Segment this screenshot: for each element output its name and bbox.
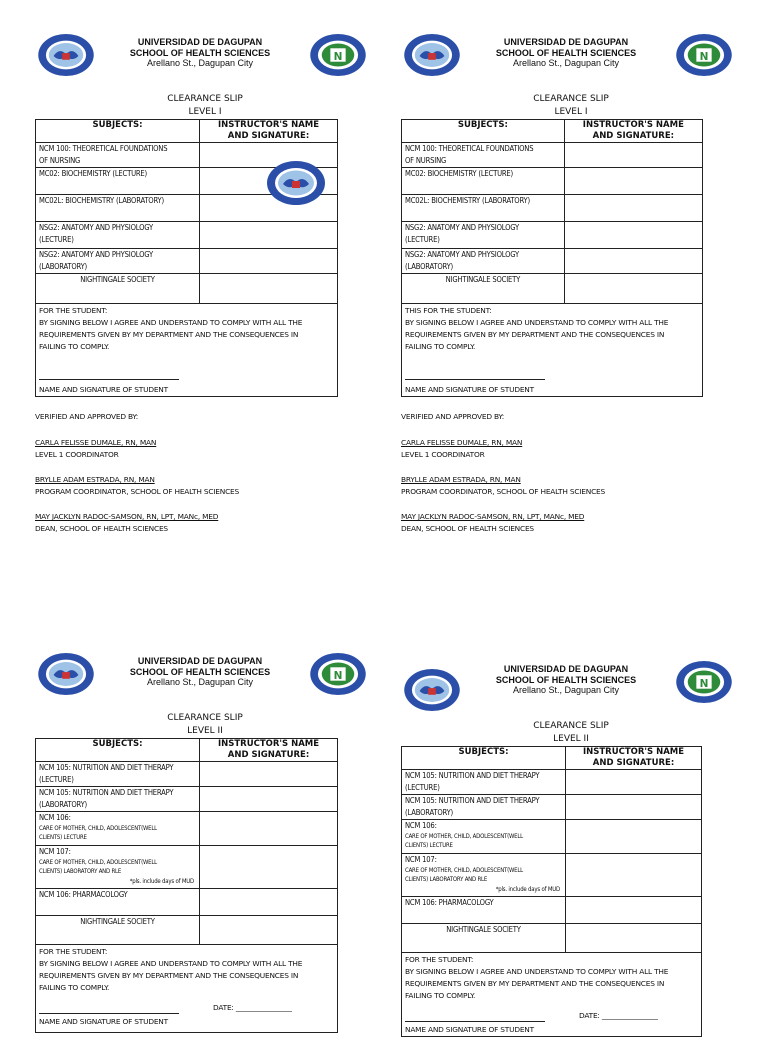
school-name: SCHOOL OF HEALTH SCIENCES [129,666,271,677]
school-address: Arellano St., Dagupan City [512,58,620,68]
school-name: SCHOOL OF HEALTH SCIENCES [495,674,637,685]
university-seal-icon [266,160,326,206]
date-field[interactable]: DATE: ________________ [213,1003,292,1012]
subject-cell: NIGHTINGALE SOCIETY [402,274,565,304]
slip-title: CLEARANCE SLIP [533,94,609,104]
signature-cell[interactable] [200,222,338,249]
school-address: Arellano St., Dagupan City [146,677,254,687]
subject-cell: NCM 105: NUTRITION AND DIET THERAPY (LECTURE) [36,762,200,787]
student-signature-line[interactable] [39,379,179,380]
col-instructor: INSTRUCTOR'S NAME AND SIGNATURE: [200,120,338,143]
student-signature-line[interactable] [39,1013,179,1014]
signature-cell[interactable] [200,846,338,889]
signature-cell[interactable] [200,916,338,945]
signature-cell[interactable] [200,762,338,787]
health-sciences-seal-icon [675,660,733,704]
subject-cell: NSG2: ANATOMY AND PHYSIOLOGY (LABORATORY) [402,249,565,274]
subject-cell: NIGHTINGALE SOCIETY [36,916,200,945]
subjects-table [35,119,338,397]
col-instructor: INSTRUCTOR'S NAME AND SIGNATURE: [564,120,702,143]
slip-level: LEVEL II [187,726,223,736]
subject-cell: NCM 107: CARE OF MOTHER, CHILD, ADOLESCENT(WELL CLIENTS) LABORATORY AND RLE *pls. include days of MUD [402,854,566,897]
signature-cell[interactable] [564,249,702,274]
health-sciences-seal-icon [675,33,733,77]
signature-cell[interactable] [564,195,702,222]
slip-level: LEVEL II [553,734,589,744]
subject-cell: NCM 107: CARE OF MOTHER, CHILD, ADOLESCENT(WELL CLIENTS) LABORATORY AND RLE *pls. include days of MUD [36,846,200,889]
col-subjects: SUBJECTS: [36,739,200,762]
subject-cell: MC02L: BIOCHEMISTRY (LABORATORY) [36,195,200,222]
subject-cell: MC02: BIOCHEMISTRY (LECTURE) [402,168,565,195]
slip-title: CLEARANCE SLIP [533,721,609,731]
school-address: Arellano St., Dagupan City [512,685,620,695]
university-name: UNIVERSIDAD DE DAGUPAN [137,656,263,666]
signature-cell[interactable] [566,924,702,953]
subject-cell: NCM 105: NUTRITION AND DIET THERAPY (LABORATORY) [402,795,566,820]
signature-cell[interactable] [566,820,702,854]
university-name: UNIVERSIDAD DE DAGUPAN [137,37,263,47]
subject-cell: NCM 106: PHARMACOLOGY [36,889,200,916]
signature-cell[interactable] [564,168,702,195]
university-seal-icon [37,33,95,77]
subjects-table [401,119,703,397]
subjects-table [401,746,702,1037]
date-field[interactable]: DATE: ________________ [579,1011,658,1020]
signature-cell[interactable] [566,897,702,924]
agreement-box: THIS FOR THE STUDENT: BY SIGNING BELOW I AGREE AND UNDERSTAND TO COMPLY WITH ALL THE REQUIREMENTS GIVEN BY MY DEPARTMENT AND THE CONSEQUENCES IN FAILING TO COMPLY. NAME AND SIGNATURE OF STUDENT [402,304,703,397]
subject-cell: NCM 106: PHARMACOLOGY [402,897,566,924]
student-signature-line[interactable] [405,379,545,380]
agreement-box: FOR THE STUDENT: BY SIGNING BELOW I AGREE AND UNDERSTAND TO COMPLY WITH ALL THE REQUIREMENTS GIVEN BY MY DEPARTMENT AND THE CONSEQUENCES IN FAILING TO COMPLY. DATE: ________________ NAME AND SIGNATURE OF STUDENT [402,953,702,1037]
subject-cell: NCM 105: NUTRITION AND DIET THERAPY (LABORATORY) [36,787,200,812]
subject-cell: NSG2: ANATOMY AND PHYSIOLOGY (LECTURE) [402,222,565,249]
slip-header [401,660,741,718]
col-subjects: SUBJECTS: [402,747,566,770]
approvals: VERIFIED AND APPROVED BY: CARLA FELISSE DUMALE, RN, MAN LEVEL 1 COORDINATOR BRYLLE ADAM ESTRADA, RN, MAN PROGRAM COORDINATOR, SCHOOL OF HEALTH SCIENCES MAY JACKLYN RADOC-SAMSON, RN, LPT, MANc, MED DEAN, SCHOOL OF HEALTH SCIENCES [401,412,606,533]
col-instructor: INSTRUCTOR'S NAME AND SIGNATURE: [200,739,338,762]
subjects-table [35,738,338,1033]
slip-level: LEVEL I [554,107,588,117]
slip-header [35,652,375,710]
subject-cell: NIGHTINGALE SOCIETY [402,924,566,953]
slip-title: CLEARANCE SLIP [167,713,243,723]
subject-cell: NCM 106: CARE OF MOTHER, CHILD, ADOLESCENT(WELL CLIENTS) LECTURE [402,820,566,854]
clearance-slip-level2-left [35,652,375,1033]
school-address: Arellano St., Dagupan City [146,58,254,68]
agreement-box: FOR THE STUDENT: BY SIGNING BELOW I AGREE AND UNDERSTAND TO COMPLY WITH ALL THE REQUIREMENTS GIVEN BY MY DEPARTMENT AND THE CONSEQUENCES IN FAILING TO COMPLY. DATE: ________________ NAME AND SIGNATURE OF STUDENT [36,945,338,1033]
col-subjects: SUBJECTS: [402,120,565,143]
subject-cell: MC02L: BIOCHEMISTRY (LABORATORY) [402,195,565,222]
signature-cell[interactable] [564,222,702,249]
signature-cell[interactable] [566,795,702,820]
slip-header [35,33,375,91]
university-name: UNIVERSIDAD DE DAGUPAN [503,37,629,47]
university-seal-icon [403,33,461,77]
university-name: UNIVERSIDAD DE DAGUPAN [503,664,629,674]
signature-cell[interactable] [200,889,338,916]
student-signature-label: NAME AND SIGNATURE OF STUDENT [39,385,168,394]
col-subjects: SUBJECTS: [36,120,200,143]
subject-cell: NSG2: ANATOMY AND PHYSIOLOGY (LECTURE) [36,222,200,249]
signature-cell[interactable] [200,812,338,846]
subject-cell: NCM 100: THEORETICAL FOUNDATIONS OF NURSING [36,143,200,168]
student-signature-label: NAME AND SIGNATURE OF STUDENT [39,1017,168,1026]
clearance-slip-level1-left [35,33,375,535]
subject-cell: NCM 105: NUTRITION AND DIET THERAPY (LECTURE) [402,770,566,795]
signature-cell[interactable] [200,787,338,812]
student-signature-label: NAME AND SIGNATURE OF STUDENT [405,1025,534,1034]
health-sciences-seal-icon [309,33,367,77]
subject-cell: NCM 106: CARE OF MOTHER, CHILD, ADOLESCENT(WELL CLIENTS) LECTURE [36,812,200,846]
university-seal-icon [403,668,461,712]
subject-cell: NSG2: ANATOMY AND PHYSIOLOGY (LABORATORY) [36,249,200,274]
school-name: SCHOOL OF HEALTH SCIENCES [495,47,637,58]
slip-level: LEVEL I [188,107,222,117]
health-sciences-seal-icon [309,652,367,696]
signature-cell[interactable] [200,274,338,304]
approvals: VERIFIED AND APPROVED BY: CARLA FELISSE DUMALE, RN, MAN LEVEL 1 COORDINATOR BRYLLE ADAM ESTRADA, RN, MAN PROGRAM COORDINATOR, SCHOOL OF HEALTH SCIENCES MAY JACKLYN RADOC-SAMSON, RN, LPT, MANc, MED DEAN, SCHOOL OF HEALTH SCIENCES [35,412,240,533]
col-instructor: INSTRUCTOR'S NAME AND SIGNATURE: [566,747,702,770]
subject-cell: NCM 100: THEORETICAL FOUNDATIONS OF NURSING [402,143,565,168]
signature-cell[interactable] [566,854,702,897]
signature-cell[interactable] [566,770,702,795]
student-signature-line[interactable] [405,1021,545,1022]
signature-cell[interactable] [200,168,338,195]
subject-cell: NIGHTINGALE SOCIETY [36,274,200,304]
clearance-slip-level1-right [401,33,741,535]
slip-header [401,33,741,91]
clearance-slip-level2-right [401,660,741,1037]
university-seal-icon [37,652,95,696]
slip-title: CLEARANCE SLIP [167,94,243,104]
student-signature-label: NAME AND SIGNATURE OF STUDENT [405,385,534,394]
school-name: SCHOOL OF HEALTH SCIENCES [129,47,271,58]
subject-cell: MC02: BIOCHEMISTRY (LECTURE) [36,168,200,195]
signature-cell[interactable] [564,274,702,304]
signature-cell[interactable] [200,249,338,274]
agreement-box: FOR THE STUDENT: BY SIGNING BELOW I AGREE AND UNDERSTAND TO COMPLY WITH ALL THE REQUIREMENTS GIVEN BY MY DEPARTMENT AND THE CONSEQUENCES IN FAILING TO COMPLY. NAME AND SIGNATURE OF STUDENT [36,304,338,397]
signature-cell[interactable] [564,143,702,168]
